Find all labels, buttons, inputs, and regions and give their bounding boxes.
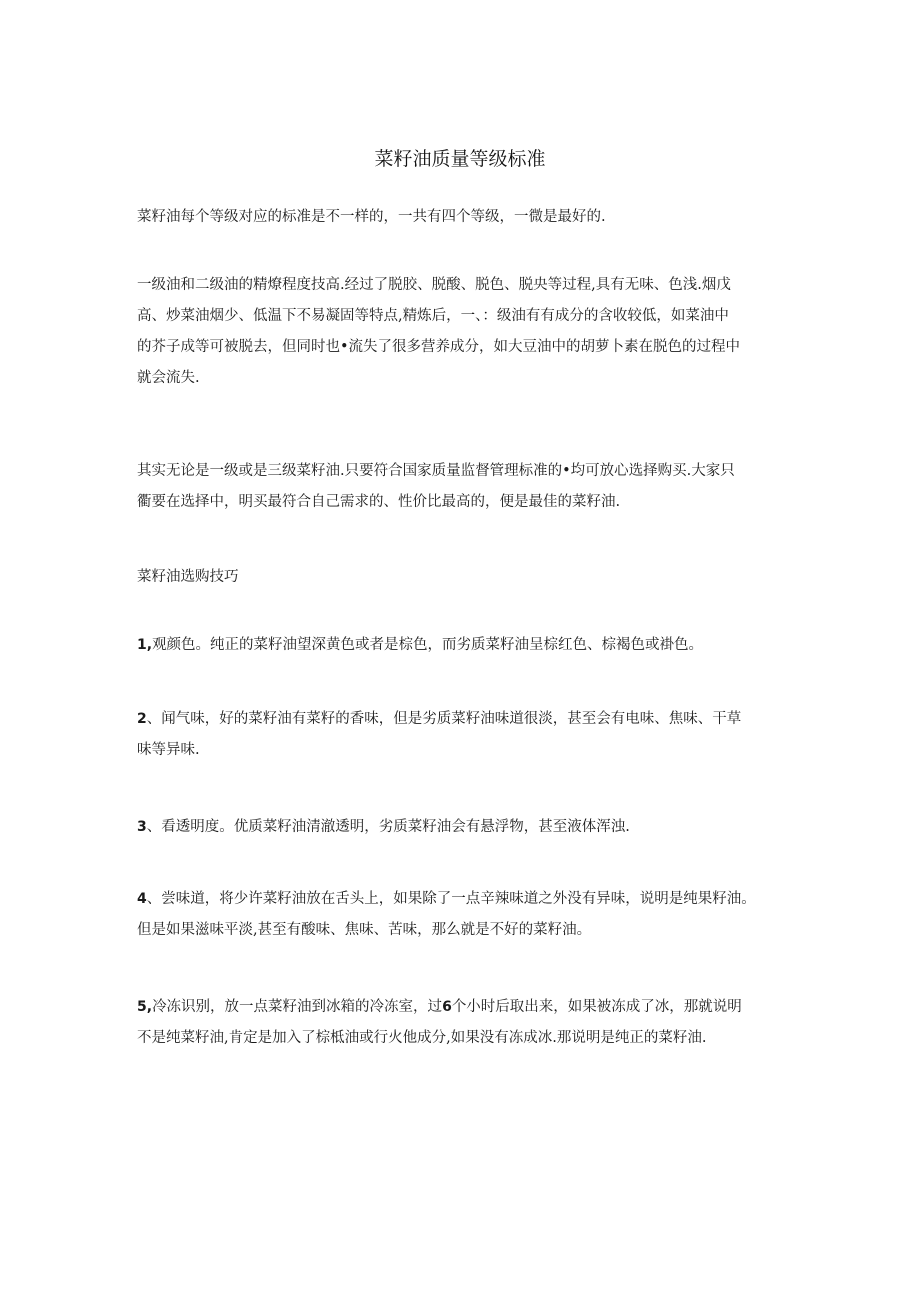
section-heading: 菜籽油选购技巧 <box>137 569 239 585</box>
paragraph-line: 一级油和二级油的精燎程度技高.经过了脱胶、脱酸、脱色、脱央等过程,具有无味、色浅.烟戊 <box>137 277 731 293</box>
tip-text: 、尝味道，将少许菜籽油放在舌头上，如果除了一点辛辣味道之外没有异味，说明是纯果籽油。 <box>146 891 756 907</box>
paragraph-line <box>137 812 787 843</box>
tip-number: 1, <box>137 637 153 653</box>
tip-text: 观颜色。纯正的菜籽油望深黄色或者是棕色，而劣质菜籽油呈棕红色、棕褐色或褂色。 <box>152 637 704 653</box>
paragraph-line: 但是如果滋味平淡,甚至有酸味、焦味、苦味，那么就是不好的菜籽油。 <box>137 922 592 938</box>
intro-paragraph <box>137 202 787 233</box>
tip-item-2 <box>137 704 787 766</box>
paragraph-line: 就会流失. <box>137 370 200 386</box>
tip-item-3 <box>137 812 787 843</box>
paragraph-line <box>137 630 787 661</box>
tip-text: 、看透明度。优质菜籽油清澈透明，劣质菜籽油会有悬浮物，甚至液体浑浊. <box>146 819 630 835</box>
page-title: 菜籽油质量等级标准 <box>374 148 546 170</box>
paragraph-line <box>137 992 787 1023</box>
grade-description-paragraph <box>137 270 787 394</box>
tip-number: 4 <box>137 891 147 907</box>
tip-number: 3 <box>137 819 147 835</box>
paragraph-line: 衢要在选择中，明买最符合自己需求的、性价比最高的，便是最佳的菜籽油. <box>137 494 621 510</box>
tip-number: 5, <box>137 999 153 1015</box>
paragraph-line: 不是纯菜籽油,肯定是加入了棕柢油或行火他成分,如果没有冻成冰.那说明是纯正的菜籽油. <box>137 1030 707 1046</box>
tip-text: 冷冻识别，放一点菜籽油到冰箱的冷冻室，过 <box>152 999 443 1015</box>
paragraph-line: 高、炒菜油烟少、低温下不易凝固等特点,精炼后，一、：级油有有成分的含收较低，如菜油中 <box>137 308 729 324</box>
tip-text: 个小时后取出来，如果被冻成了冰，那就说明 <box>451 999 742 1015</box>
tip-item-4 <box>137 884 787 946</box>
paragraph-line <box>137 704 787 735</box>
tip-text: 、闻气味，好的菜籽油有菜籽的香味，但是劣质菜籽油味道很淡，甚至会有电味、焦味、干草 <box>146 711 742 727</box>
conclusion-paragraph <box>137 456 787 518</box>
tip-number: 2 <box>137 711 147 727</box>
inline-number: 6 <box>442 999 452 1015</box>
paragraph-line: 其实无论是一级或是三级菜籽油.只要符合国家质量监督管理标准的•均可放心选择购买.大家只 <box>137 463 735 479</box>
paragraph-line: 的芥子成等可被脱去，但同时也•流失了很多营养成分，如大豆油中的胡萝卜素在脱色的过程中 <box>137 339 741 355</box>
paragraph-line: 味等异味. <box>137 742 200 758</box>
tip-item-5 <box>137 992 787 1054</box>
tip-item-1 <box>137 630 787 661</box>
paragraph-line: 菜籽油每个等级对应的标准是不一样的，一共有四个等级，一微是最好的. <box>137 209 606 225</box>
paragraph-line <box>137 884 787 915</box>
